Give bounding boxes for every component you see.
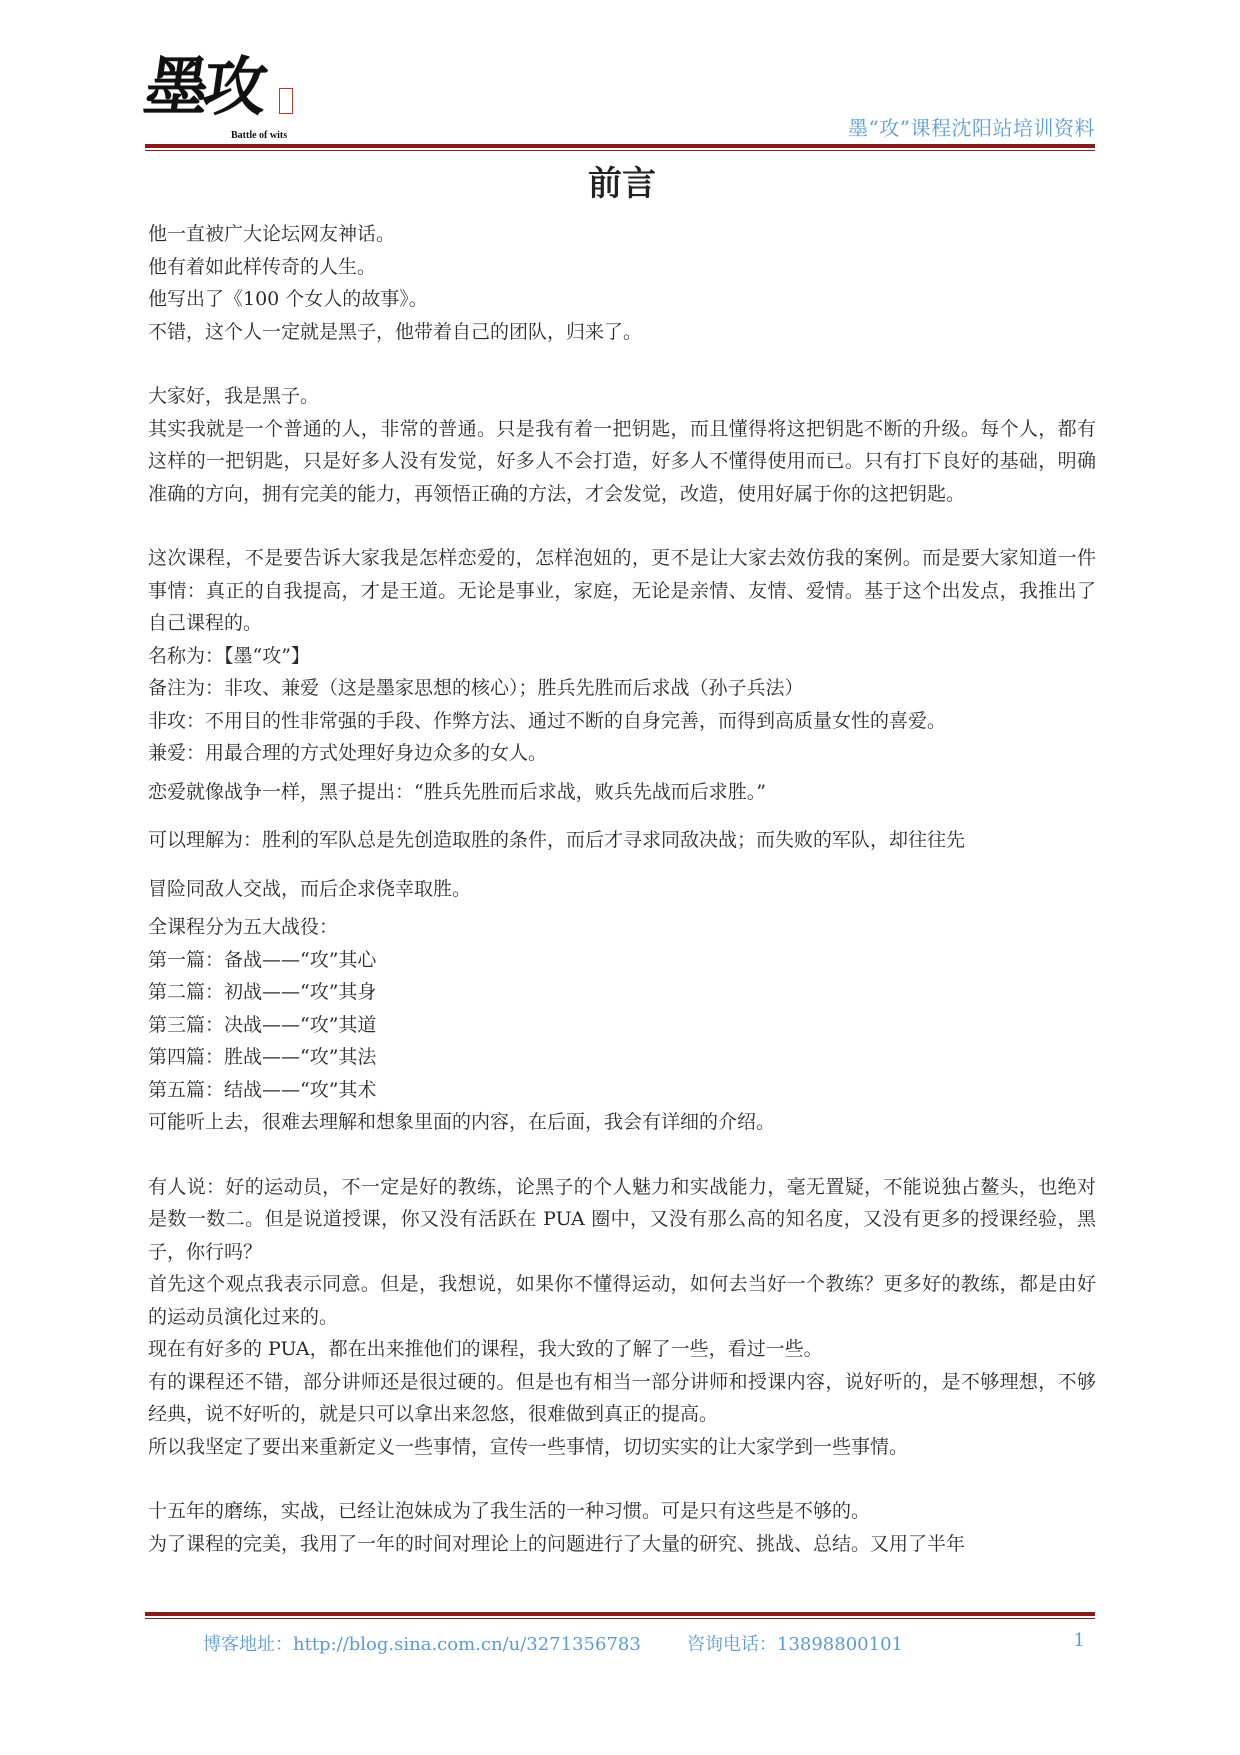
logo xyxy=(139,48,305,148)
paragraph: 全课程分为五大战役： xyxy=(148,916,339,938)
paragraph: 兼爱：用最合理的方式处理好身边众多的女人。 xyxy=(148,742,548,764)
paragraph: 他写出了《100 个女人的故事》。 xyxy=(148,288,428,310)
paragraph: 不错，这个人一定就是黑子，他带着自己的团队，归来了。 xyxy=(148,320,643,343)
paragraph: 非攻：不用目的性非常强的手段、作弊方法、通过不断的自身完善，而得到高质量女性的喜爱。 xyxy=(148,709,947,732)
paragraph: 有的课程还不错，部分讲师还是很过硬的。但是也有相当一部分讲师和授课内容，说好听的，是不够理想，不够经典，说不好听的，就是只可以拿出来忽悠，很难做到真正的提高。 xyxy=(148,1370,1096,1425)
paragraph: 现在有好多的 PUA，都在出来推他们的课程，我大致的了解了一些，看过一些。 xyxy=(148,1338,823,1360)
paragraph: 他有着如此样传奇的人生。 xyxy=(148,255,377,278)
paragraph: 其实我就是一个普通的人，非常的普通。只是我有着一把钥匙，而且懂得将这把钥匙不断的升级。每个人，都有这样的一把钥匙，只是好多人没有发觉，好多人不会打造，好多人不懂得使用而已。只有打下良好的基础，明确准确的方向，拥有完美的能力，再领悟正确的方法，才会发觉，改造，使用好属于你的这把钥匙。 xyxy=(148,417,1096,505)
paragraph-gap xyxy=(148,808,1096,824)
paragraph-gap xyxy=(148,1139,1096,1171)
paragraph: 他一直被广大论坛网友神话。 xyxy=(148,223,396,245)
paragraph: 第四篇：胜战——“攻”其法 xyxy=(148,1046,377,1068)
paragraph: 第二篇：初战——“攻”其身 xyxy=(148,981,377,1003)
paragraph: 所以我坚定了要出来重新定义一些事情，宣传一些事情，切切实实的让大家学到一些事情。 xyxy=(148,1435,909,1458)
document-content xyxy=(148,218,1096,1560)
paragraph: 名称为：【墨“攻”】 xyxy=(148,644,310,667)
paragraph: 有人说：好的运动员，不一定是好的教练，论黑子的个人魅力和实战能力，毫无置疑，不能说独占鳌头，也绝对是数一数二。但是说道授课，你又没有活跃在 PUA 圈中，又没有那么高的知名度，又没有更多的授课经验，黑子，你行吗？ xyxy=(148,1175,1096,1263)
header-divider xyxy=(145,144,1095,148)
page-header xyxy=(139,40,1095,152)
header-divider-thin xyxy=(145,150,1095,151)
header-title: 墨“攻”课程沈阳站培训资料 xyxy=(848,116,1095,140)
paragraph: 恋爱就像战争一样，黑子提出：“胜兵先胜而后求战，败兵先战而后求胜。” xyxy=(148,780,766,803)
paragraph: 首先这个观点我表示同意。但是，我想说，如果你不懂得运动，如何去当好一个教练？更多好的教练，都是由好的运动员演化过来的。 xyxy=(148,1273,1096,1328)
paragraph: 可以理解为：胜利的军队总是先创造取胜的条件，而后才寻求同敌决战；而失败的军队，却往往先 xyxy=(148,829,966,851)
paragraph: 为了课程的完美，我用了一年的时间对理论上的问题进行了大量的研究、挑战、总结。又用了半年 xyxy=(148,1532,966,1555)
paragraph-gap xyxy=(148,857,1096,873)
logo-subtitle: Battle of wits xyxy=(231,130,288,141)
paragraph: 第三篇：决战——“攻”其道 xyxy=(148,1013,377,1036)
paragraph: 第五篇：结战——“攻”其术 xyxy=(148,1078,377,1101)
paragraph-gap xyxy=(148,510,1096,542)
logo-seal-stamp xyxy=(279,88,293,114)
paragraph: 可能听上去，很难去理解和想象里面的内容，在后面，我会有详细的介绍。 xyxy=(148,1111,776,1133)
paragraph: 十五年的磨练，实战，已经让泡妹成为了我生活的一种习惯。可是只有这些是不够的。 xyxy=(148,1500,871,1522)
logo-wordmark: 墨攻 xyxy=(139,50,267,125)
page-number: 1 xyxy=(1073,1630,1085,1651)
footer-phone: 咨询电话：13898800101 xyxy=(687,1634,903,1655)
paragraph: 大家好，我是黑子。 xyxy=(148,385,320,407)
document-body xyxy=(148,160,1096,1560)
paragraph: 备注为：非攻、兼爱（这是墨家思想的核心）；胜兵先胜而后求战（孙子兵法） xyxy=(148,677,804,699)
page-footer xyxy=(145,1612,1095,1672)
footer-divider xyxy=(145,1612,1095,1616)
paragraph-gap xyxy=(148,348,1096,380)
footer-divider-thin xyxy=(145,1618,1095,1619)
paragraph-gap xyxy=(148,1463,1096,1495)
paragraph: 第一篇：备战——“攻”其心 xyxy=(148,948,377,971)
page-title: 前言 xyxy=(588,164,656,204)
paragraph: 这次课程，不是要告诉大家我是怎样恋爱的，怎样泡妞的，更不是让大家去效仿我的案例。而是要大家知道一件事情：真正的自我提高，才是王道。无论是事业，家庭，无论是亲情、友情、爱情。基于这个出发点，我推出了自己课程的。 xyxy=(148,547,1096,634)
footer-blog-link[interactable]: 博客地址：http://blog.sina.com.cn/u/3271356783 xyxy=(203,1634,641,1655)
paragraph: 冒险同敌人交战，而后企求侥幸取胜。 xyxy=(148,877,472,900)
